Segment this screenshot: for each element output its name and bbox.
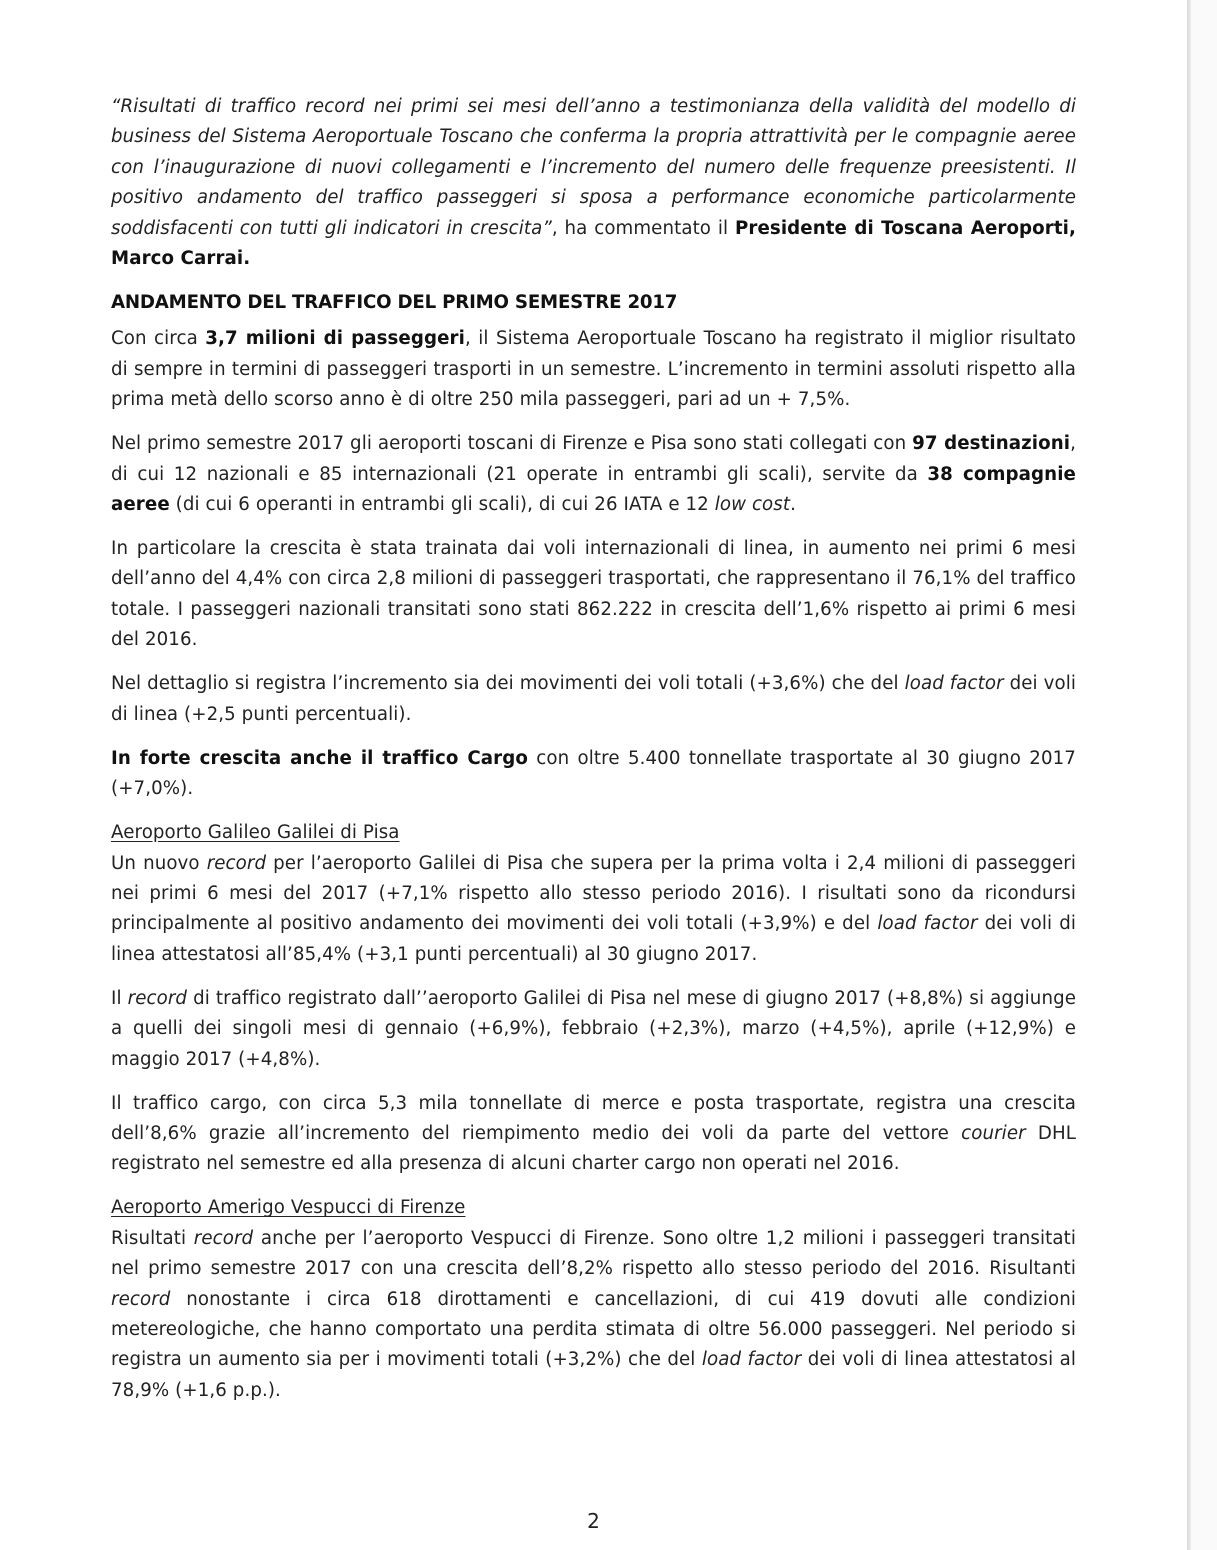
- text: Con circa: [111, 328, 206, 350]
- italic-text: record: [193, 1227, 254, 1249]
- text: Risultati: [111, 1227, 194, 1249]
- italic-text: load factor: [904, 673, 1004, 695]
- text: DHL registrato nel semestre ed alla presenza di alcuni charter cargo non operati nel 2016.: [111, 1122, 1076, 1175]
- quote-attribution-name: Presidente di Toscana Aeroporti, Marco Carrai.: [111, 217, 1076, 270]
- quote-attribution-text: , ha commentato il: [551, 217, 735, 239]
- italic-text: low cost: [714, 494, 791, 516]
- text: Un nuovo: [111, 852, 207, 874]
- bold-text: 38 compagnie aeree: [111, 463, 1076, 516]
- cargo-paragraph: [111, 744, 1076, 805]
- firenze-record-paragraph: [111, 1224, 1076, 1406]
- movements-paragraph: [111, 669, 1076, 730]
- pisa-cargo-paragraph: [111, 1089, 1076, 1180]
- destinations-paragraph: [111, 429, 1076, 520]
- pisa-subheading: Aeroporto Galileo Galilei di Pisa: [111, 822, 400, 844]
- text: Nel primo semestre 2017 gli aeroporti toscani di Firenze e Pisa sono stati collegati con: [111, 433, 913, 455]
- text: (di cui 6 operanti in entrambi gli scali), di cui 26 IATA e 12: [169, 494, 715, 516]
- text: , il Sistema Aeroportuale Toscano ha registrato il miglior risultato di sempre in termini di passeggeri trasporti in un semestre. L’incremento in termini assoluti rispetto alla prima metà dello scorso anno è di oltre 250 mila passeggeri, pari ad un + 7,5%.: [111, 328, 1076, 411]
- text: , di cui 12 nazionali e 85 internazionali (21 operate in entrambi gli scali), servite da: [111, 433, 1077, 485]
- text: Il: [111, 987, 128, 1009]
- text: con oltre 5.400 tonnellate trasportate al 30 giugno 2017 (+7,0%).: [111, 747, 1076, 800]
- text: dei voli di linea attestatosi all’85,4% (+3,1 punti percentuali) al 30 giugno 2017.: [111, 913, 1076, 965]
- page-number: 2: [587, 1509, 600, 1533]
- text: nonostante i circa 618 dirottamenti e cancellazioni, di cui 419 dovuti alle condizioni metereologiche, che hanno comportato una perdita stimata di oltre 56.000 passeggeri. Nel periodo si registra un aumento sia per i movimenti totali (+3,2%) che del: [111, 1288, 1076, 1371]
- passengers-paragraph: [111, 324, 1076, 415]
- bold-text: 97 destinazioni: [912, 433, 1071, 455]
- text: Nel dettaglio si registra l’incremento sia dei movimenti dei voli totali (+3,6%) che del: [111, 673, 905, 695]
- italic-text: record: [127, 987, 188, 1009]
- italic-text: courier: [961, 1122, 1026, 1144]
- text: anche per l’aeroporto Vespucci di Firenze. Sono oltre 1,2 milioni i passeggeri transitati nel primo semestre 2017 con una crescita dell’8,2% rispetto allo stesso periodo del 2016. Risultanti: [111, 1227, 1076, 1280]
- section-heading: ANDAMENTO DEL TRAFFICO DEL PRIMO SEMESTRE 2017: [111, 292, 678, 314]
- international-flights-paragraph: In particolare la crescita è stata trainata dai voli internazionali di linea, in aumento nei primi 6 mesi dell’anno del 4,4% con circa 2,8 milioni di passeggeri trasportati, che rappresentano il 76,1% del traffico totale. I passeggeri nazionali transitati sono stati 862.222 in crescita dell’1,6% rispetto ai primi 6 mesi del 2016.: [111, 538, 1076, 651]
- page-content: [111, 92, 1076, 1420]
- pisa-monthly-paragraph: [111, 984, 1076, 1075]
- text: dei voli di linea attestatosi al 78,9% (+1,6 p.p.).: [111, 1349, 1076, 1401]
- president-quote-paragraph: [111, 92, 1076, 274]
- bold-text: In forte crescita anche il traffico Cargo: [111, 747, 528, 769]
- bold-text: 3,7 milioni di passeggeri: [205, 328, 465, 350]
- italic-text: record: [111, 1288, 171, 1310]
- quote-text: “Risultati di traffico record nei primi sei mesi dell’anno a testimonianza della validità del modello di business del Sistema Aeroportuale Toscano che conferma la propria attrattività per le compagnie aeree con l’inaugurazione di nuovi collegamenti e l’incremento del numero delle frequenze preesistenti. Il positivo andamento del traffico passeggeri si sposa a performance economiche particolarmente soddisfacenti con tutti gli indicatori in crescita”: [111, 96, 1076, 239]
- page-edge-divider: [1187, 0, 1191, 1550]
- italic-text: load factor: [701, 1349, 802, 1371]
- text: .: [790, 494, 796, 516]
- text: di traffico registrato dall’’aeroporto Galilei di Pisa nel mese di giugno 2017 (+8,8%) si aggiunge a quelli dei singoli mesi di gennaio (+6,9%), febbraio (+2,3%), marzo (+4,5%), aprile (+12,9%) e maggio 2017 (+4,8%).: [111, 987, 1076, 1070]
- text: per l’aeroporto Galilei di Pisa che supera per la prima volta i 2,4 milioni di passeggeri nei primi 6 mesi del 2017 (+7,1% rispetto allo stesso periodo 2016). I risultati sono da ricondursi principalmente al positivo andamento dei movimenti dei voli totali (+3,9%) e del: [111, 852, 1076, 935]
- italic-text: record: [206, 852, 267, 874]
- pisa-record-paragraph: [111, 849, 1076, 971]
- firenze-subheading: Aeroporto Amerigo Vespucci di Firenze: [111, 1197, 466, 1219]
- text: Il traffico cargo, con circa 5,3 mila tonnellate di merce e posta trasportate, registra una crescita dell’8,6% grazie all’incremento del riempimento medio dei voli da parte del vettore: [111, 1092, 1076, 1144]
- text: dei voli di linea (+2,5 punti percentuali).: [111, 673, 1076, 725]
- italic-text: load factor: [877, 913, 978, 935]
